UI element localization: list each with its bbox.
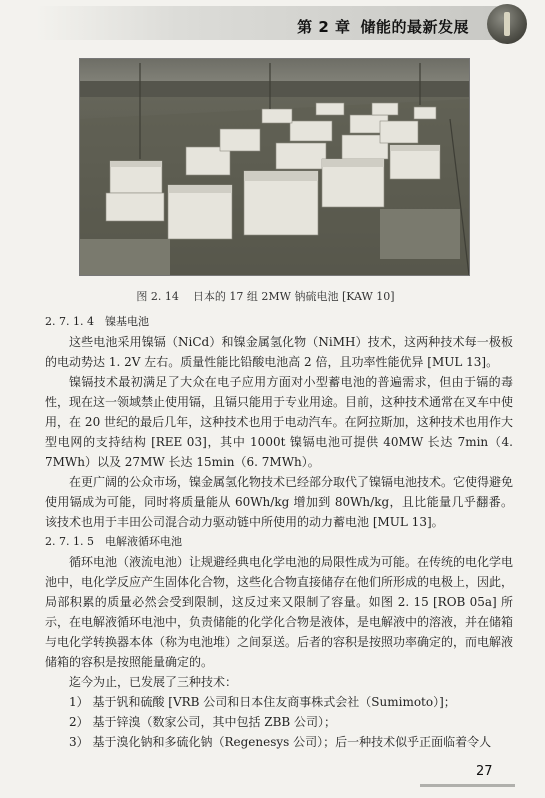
- running-header: [297, 16, 469, 37]
- paragraph: 镍镉技术最初满足了大众在电子应用方面对小型蓄电池的普遍需求，但由于镉的毒性，现在这一领域禁止使用镉，且镉只能用于专业用途。目前，这种技术通常在叉车中使用，在 20 世纪的最后几年，这种技术也用于电动汽车。在阿拉斯加，这种技术也用作大型电网的支持结构 [REE 03]，其中 1000t 镍镉电池可提供 40MW 长达 7min（4. 7MWh）以及 27MW 长达 15min（6. 7MWh）。: [45, 375, 514, 469]
- list-item: 1） 基于钒和硫酸 [VRB 公司和日本住友商事株式会社（Sumimoto）]；: [69, 695, 456, 709]
- section-title: 电解液循环电池: [105, 535, 182, 548]
- figure-caption: [0, 288, 545, 304]
- figure-caption-text: 日本的 17 组 2MW 钠硫电池 [KAW 10]: [192, 290, 395, 303]
- paragraph: 在更广阔的公众市场，镍金属氢化物技术已经部分取代了镍镉电池技术。它使得避免使用镉成为可能，同时将质量能从 60Wh/kg 增加到 80Wh/kg，且比能量几乎翻番。该技术也用于丰田公司混合动力驱动链中所使用的动力蓄电池 [MUL 13]。: [45, 475, 514, 529]
- paragraph: 这些电池采用镍镉（NiCd）和镍金属氢化物（NiMH）技术，这两种技术每一极板的电动势达 1. 2V 左右。质量性能比铅酸电池高 2 倍，且功率性能优异 [MUL 13]。: [45, 335, 513, 369]
- list-item: 2） 基于锌溴（数家公司，其中包括 ZBB 公司）；: [69, 715, 337, 729]
- section-title: 镍基电池: [105, 315, 149, 328]
- section-number: 2. 7. 1. 4: [45, 315, 94, 328]
- paragraph: 循环电池（液流电池）让规避经典电化学电池的局限性成为可能。在传统的电化学电池中，电化学反应产生固体化合物，这些化合物直接储存在他们所形成的电极上，因此，局部积累的质量必然会受到限制，这反过来又限制了容量。如图 2. 15 [ROB 05a] 所示，在电解液循环电池中，负责储能的化学化合物是液体，是电解液中的溶液，并在储箱与电化学转换器本体（称为电池堆）之间泵送。后者的容积是按照功率确定的，而电解液储箱的容积是按照能量确定的。: [45, 555, 514, 669]
- list-item: 3） 基于溴化钠和多硫化钠（Regenesys 公司）；后一种技术似乎正面临着令人: [69, 735, 492, 749]
- body-text-block-2: [45, 532, 513, 752]
- figure-number: 图 2. 14: [136, 290, 179, 303]
- paragraph: 迄今为止，已发展了三种技术：: [69, 675, 238, 689]
- battery-installation-photo: [79, 58, 470, 276]
- page-number: 27: [476, 764, 493, 779]
- chapter-title: 储能的最新发展: [360, 18, 469, 36]
- chapter-number: 第 2 章: [297, 18, 351, 36]
- section-number: 2. 7. 1. 5: [45, 535, 94, 548]
- chapter-logo-icon: [487, 4, 527, 44]
- page-number-rule: [420, 784, 515, 787]
- section-heading: [45, 312, 513, 332]
- body-text-block-1: [45, 312, 513, 532]
- section-heading: [45, 532, 513, 552]
